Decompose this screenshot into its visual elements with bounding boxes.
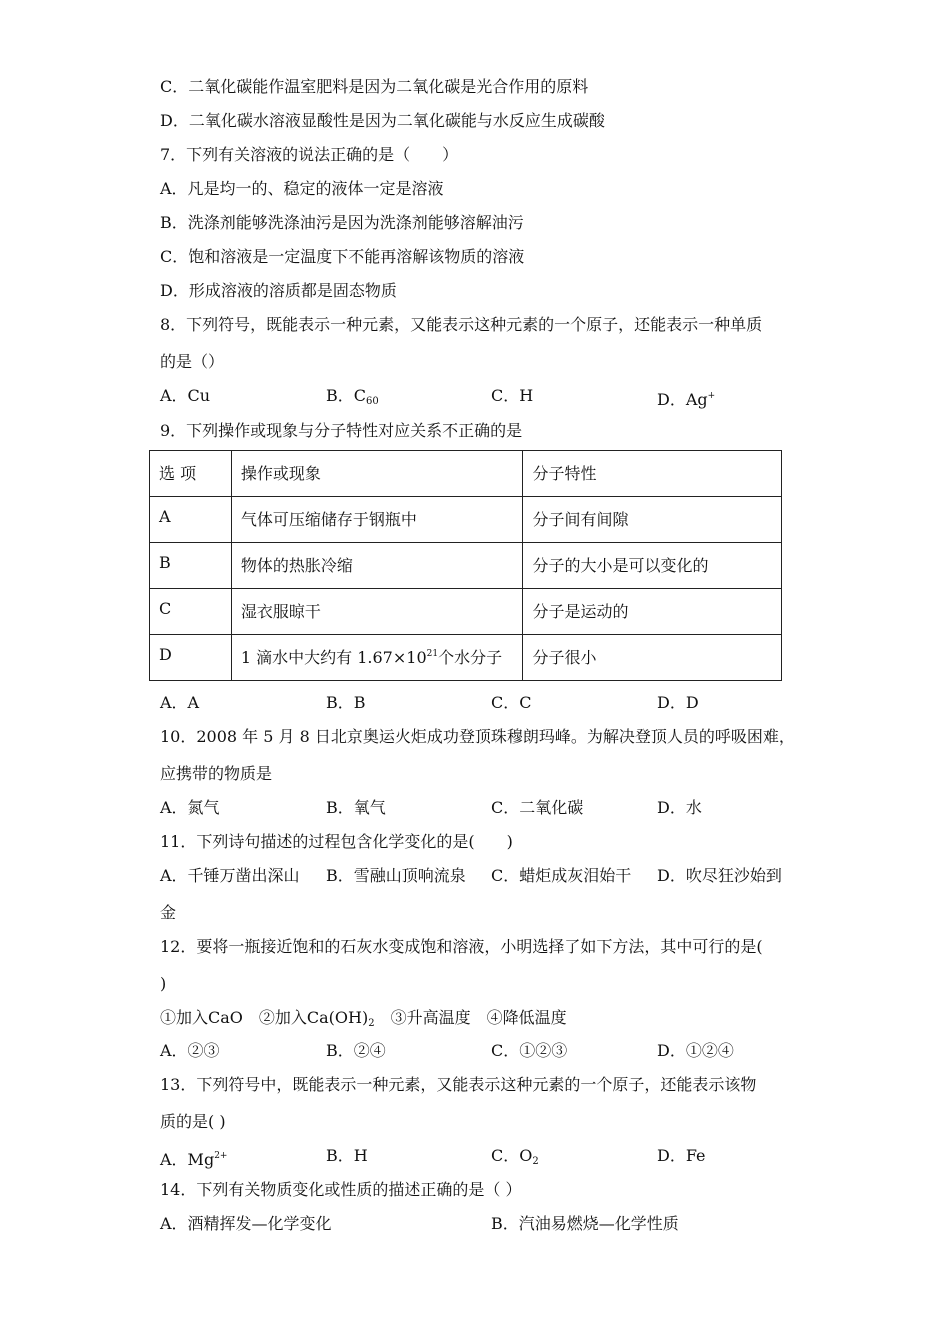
q12-option-d: D．①②④ <box>657 1041 734 1060</box>
table-cell: 1 滴水中大约有 $1.67\times 10^{21}$个水分子 <box>231 635 523 681</box>
table-cell: 分子的大小是可以变化的 <box>523 543 782 589</box>
q11-option-b: B．雪融山顶响流泉 <box>326 866 466 885</box>
table-cell: 湿衣服晾干 <box>231 589 523 635</box>
q8-option-b: B．$C_{60}$ <box>326 386 379 407</box>
q12-methods: ①加入CaO ②加入$Ca(OH)_2$ ③升高温度 ④降低温度 <box>160 1008 567 1029</box>
q8-option-a: A．Cu <box>160 386 211 405</box>
q14-option-b: B．汽油易燃烧—化学性质 <box>491 1214 679 1233</box>
table-row <box>150 635 782 681</box>
q7-option-c: C．饱和溶液是一定温度下不能再溶解该物质的溶液 <box>160 247 525 266</box>
q10-option-d: D．水 <box>657 798 702 817</box>
q10-option-a: A．氮气 <box>160 798 220 817</box>
table-header-cell: 分子特性 <box>523 451 782 497</box>
table-header-cell: 操作或现象 <box>231 451 523 497</box>
q12-stem-line2: ) <box>160 974 167 993</box>
q12-option-c: C．①②③ <box>491 1041 568 1060</box>
table-header-cell: 选 项 <box>150 451 232 497</box>
q13-option-b: B．H <box>326 1146 368 1165</box>
table-cell: 物体的热胀冷缩 <box>231 543 523 589</box>
table-cell: 分子间有间隙 <box>523 497 782 543</box>
table-cell: D <box>150 635 232 681</box>
table-cell: 分子是运动的 <box>523 589 782 635</box>
q9-option-d: D．D <box>657 693 699 712</box>
q12-option-b: B．②④ <box>326 1041 386 1060</box>
q9-stem: 9．下列操作或现象与分子特性对应关系不正确的是 <box>160 421 523 440</box>
q10-option-b: B．氧气 <box>326 798 386 817</box>
q9-option-b: B．B <box>326 693 366 712</box>
q11-option-d: D．吹尽狂沙始到 <box>657 866 782 885</box>
table-cell: B <box>150 543 232 589</box>
q7-option-b: B．洗涤剂能够洗涤油污是因为洗涤剂能够溶解油污 <box>160 213 524 232</box>
q13-stem-line2: 质的是( ) <box>160 1112 226 1131</box>
table-cell: C <box>150 589 232 635</box>
q8-stem-line1: 8．下列符号，既能表示一种元素，又能表示这种元素的一个原子，还能表示一种单质 <box>160 315 763 334</box>
table-cell: A <box>150 497 232 543</box>
q14-stem: 14．下列有关物质变化或性质的描述正确的是（ ） <box>160 1180 522 1199</box>
q6-option-c: C．二氧化碳能作温室肥料是因为二氧化碳是光合作用的原料 <box>160 77 589 96</box>
table-header-row <box>150 451 782 497</box>
q13-option-d: D．Fe <box>657 1146 706 1165</box>
q8-option-c: C．H <box>491 386 534 405</box>
q6-option-d: D．二氧化碳水溶液显酸性是因为二氧化碳能与水反应生成碳酸 <box>160 111 605 130</box>
q11-option-c: C．蜡炬成灰泪始干 <box>491 866 632 885</box>
q8-stem-line2: 的是（） <box>160 352 225 371</box>
q12-option-a: A．②③ <box>160 1041 220 1060</box>
q14-option-a: A．酒精挥发—化学变化 <box>160 1214 332 1233</box>
q13-option-c: C．$O_2$ <box>491 1146 539 1167</box>
q13-stem-line1: 13．下列符号中，既能表示一种元素，又能表示这种元素的一个原子，还能表示该物 <box>160 1075 757 1094</box>
q12-stem-line1: 12．要将一瓶接近饱和的石灰水变成饱和溶液，小明选择了如下方法，其中可行的是( <box>160 937 763 956</box>
q11-option-a: A．千锤万凿出深山 <box>160 866 300 885</box>
q7-option-a: A．凡是均一的、稳定的液体一定是溶液 <box>160 179 444 198</box>
table-row <box>150 497 782 543</box>
q13-option-a: A．$Mg^{2+}$ <box>160 1150 228 1169</box>
q7-option-d: D．形成溶液的溶质都是固态物质 <box>160 281 397 300</box>
table-cell: 分子很小 <box>523 635 782 681</box>
q10-option-c: C．二氧化碳 <box>491 798 584 817</box>
q7-stem: 7．下列有关溶液的说法正确的是（ ） <box>160 145 459 164</box>
q9-option-a: A．A <box>160 693 200 712</box>
table-row <box>150 589 782 635</box>
q10-stem-line2: 应携带的物质是 <box>160 764 273 783</box>
q9-option-c: C．C <box>491 693 532 712</box>
q10-stem-line1: 10．2008 年 5 月 8 日北京奥运火炬成功登顶珠穆朗玛峰。为解决登顶人员的呼吸困难， <box>160 727 795 746</box>
q9-table <box>149 450 782 681</box>
q11-option-d-continued: 金 <box>160 903 177 922</box>
table-cell: 气体可压缩储存于钢瓶中 <box>231 497 523 543</box>
table-row <box>150 543 782 589</box>
q8-option-d: D．Ag+ <box>657 390 716 409</box>
q11-stem: 11．下列诗句描述的过程包含化学变化的是( ) <box>160 832 513 851</box>
